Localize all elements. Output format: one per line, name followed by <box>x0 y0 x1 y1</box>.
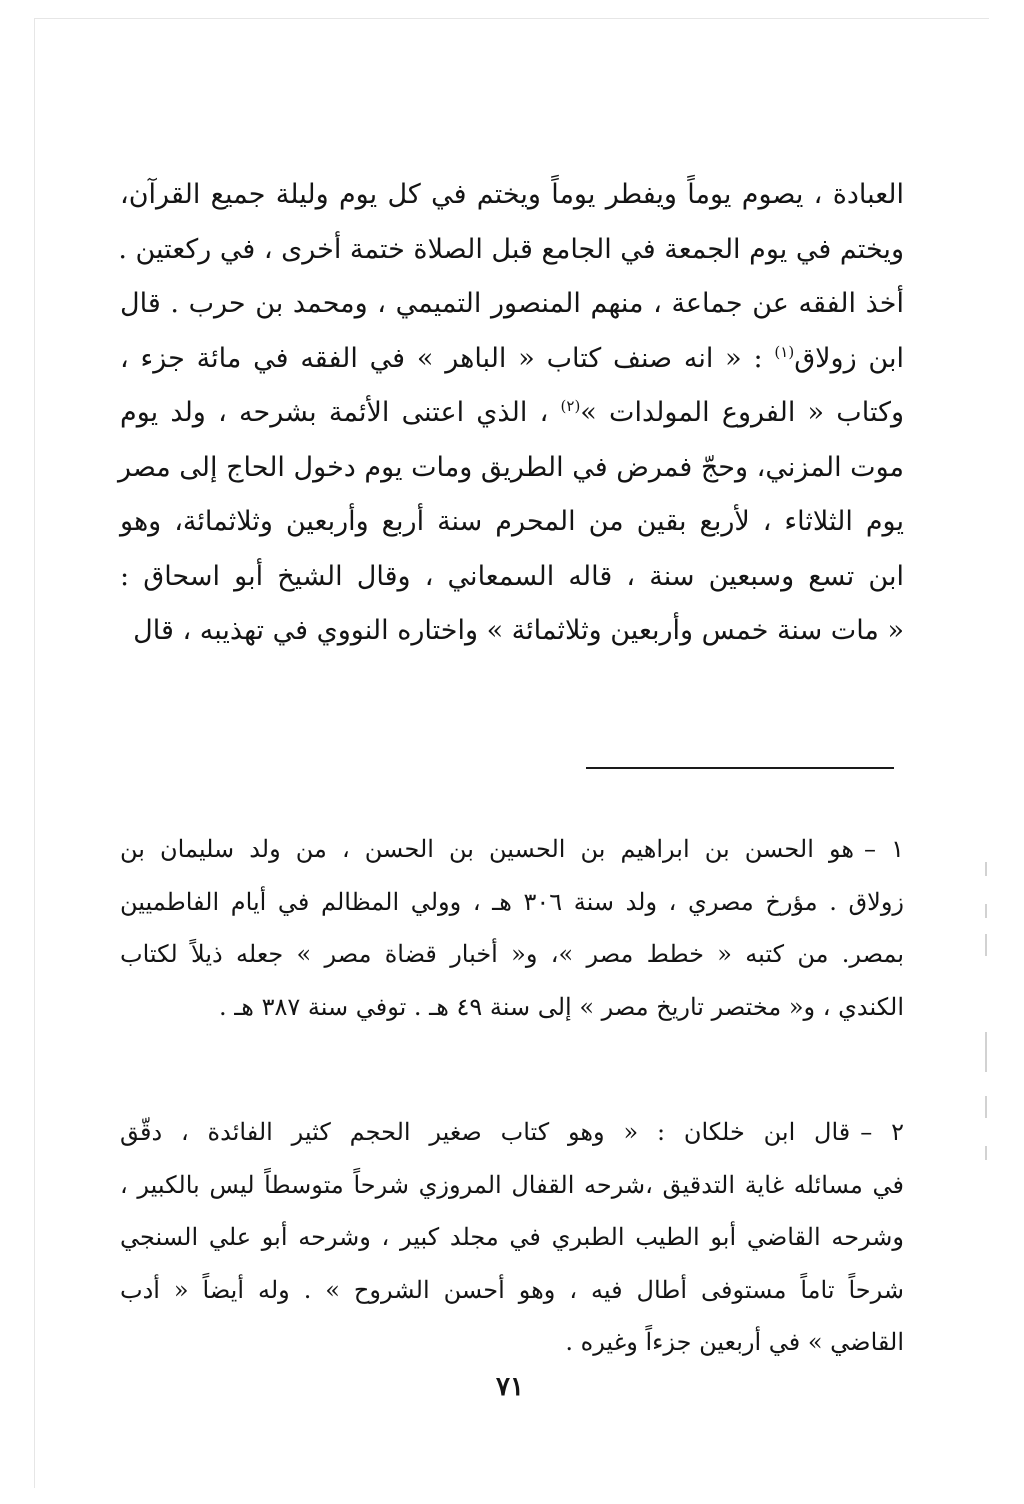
text-line-5-start: وكتاب « الفروع المولدات » <box>580 397 904 428</box>
footnote-ref-2[interactable]: (٢) <box>560 397 581 415</box>
footnote-2-number: ٢ – <box>860 1118 904 1146</box>
text-line-4-start: ابن زولاق <box>794 342 904 374</box>
scan-edge-mark <box>985 862 987 876</box>
footnote-1-line-1-text: هو الحسن بن ابراهيم بن الحسين بن الحسن ، من ولد سليمان بن <box>120 835 855 863</box>
main-text <box>117 168 904 659</box>
scan-edge-mark <box>985 904 987 918</box>
footnote-2-line-2: في مسائله غاية التدقيق ،شرحه القفال المروزي شرحاً متوسطاً ليس بالكبير ، <box>120 1170 904 1199</box>
text-line-6: موت المزني، وحجّ فمرض في الطريق ومات يوم دخول الحاج إلى مصر <box>117 451 904 483</box>
footnote-2-line-1 <box>120 1106 904 1159</box>
text-line-5-rest: ، الذي اعتنى الأئمة بشرحه ، ولد يوم <box>120 397 549 428</box>
text-line-7: يوم الثلاثاء ، لأربع بقين من المحرم سنة أربع وأربعين وثلاثمائة، وهو <box>120 506 904 537</box>
scan-edge-mark <box>985 1146 987 1160</box>
scan-edge-mark <box>985 1096 987 1118</box>
text-line-3: أخذ الفقه عن جماعة ، منهم المنصور التميمي ، ومحمد بن حرب . قال <box>120 288 904 319</box>
text-line-4 <box>120 332 904 387</box>
footnote-1-number: ١ – <box>864 835 904 863</box>
text-line-5 <box>120 386 904 441</box>
footnote-1-line-4: الكندي ، و« مختصر تاريخ مصر » إلى سنة ٤٩ هـ . توفي سنة ٣٨٧ هـ . <box>219 992 904 1021</box>
text-line-2: ويختم في يوم الجمعة في الجامع قبل الصلاة ختمة أخرى ، في ركعتين . <box>118 233 904 265</box>
footnote-1-line-3: بمصر. من كتبه « خطط مصر »، و« أخبار قضاة مصر » جعله ذيلاً لكتاب <box>120 940 904 968</box>
footnote-1-line-2: زولاق . مؤرخ مصري ، ولد سنة ٣٠٦ هـ ، وولي المظالم في أيام الفاطميين <box>120 887 904 916</box>
footnote-separator <box>586 767 894 769</box>
scan-edge-mark <box>985 1032 987 1072</box>
footnote-2-line-3: وشرحه القاضي أبو الطيب الطبري في مجلد كبير ، وشرحه أبو علي السنجي <box>120 1223 904 1251</box>
text-line-8: ابن تسع وسبعين سنة ، قاله السمعاني ، وقال الشيخ أبو اسحاق : <box>120 560 904 592</box>
text-line-9: « مات سنة خمس وأربعين وثلاثمائة » واختاره النووي في تهذيبه ، قال <box>133 615 904 646</box>
page-number: ٧١ <box>496 1372 524 1402</box>
footnote-ref-1[interactable]: (١) <box>774 342 795 361</box>
footnote-2 <box>120 1106 904 1369</box>
footnote-1 <box>120 823 904 1033</box>
text-line-1: العبادة ، يصوم يوماً ويفطر يوماً ويختم في كل يوم وليلة جميع القرآن، <box>120 179 904 210</box>
footnote-2-line-5: القاضي » في أربعين جزءاً وغيره . <box>565 1328 904 1356</box>
footnote-2-line-4: شرحاً تاماً مستوفى أطال فيه ، وهو أحسن الشروح » . وله أيضاً « أدب <box>120 1275 904 1304</box>
scan-edge-mark <box>985 934 987 956</box>
text-line-4-rest: : « انه صنف كتاب « الباهر » في الفقه في مائة جزء ، <box>120 342 763 374</box>
footnote-1-line-1 <box>120 823 904 876</box>
footnote-2-line-1-text: قال ابن خلكان : « وهو كتاب صغير الحجم كثير الفائدة ، دقّق <box>120 1118 851 1146</box>
